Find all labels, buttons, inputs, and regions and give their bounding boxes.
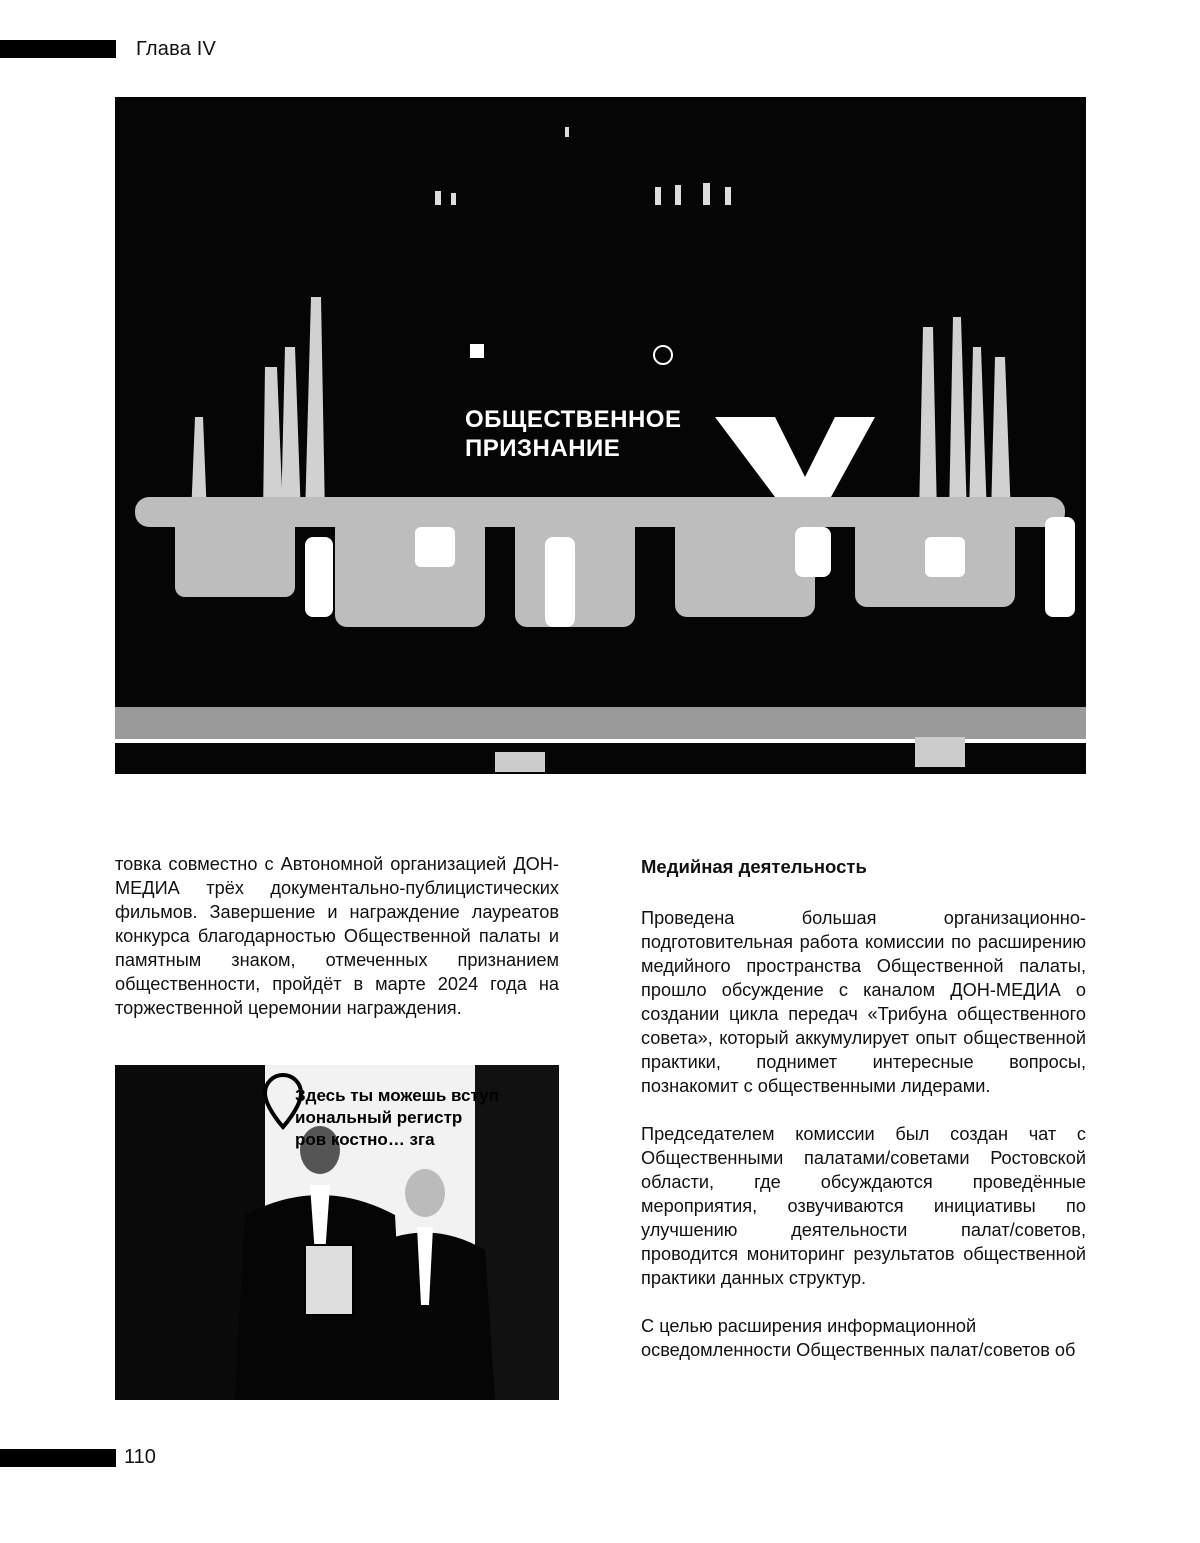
award-photo bbox=[115, 1065, 559, 1400]
banner-text-content: Здесь ты можешь вступ иональный регистр ров костно… зга bbox=[295, 1086, 499, 1149]
banner-text bbox=[295, 1085, 499, 1151]
footer-bar bbox=[0, 1449, 116, 1467]
chapter-title: Глава IV bbox=[136, 38, 217, 60]
header-bar bbox=[0, 40, 116, 58]
section-title: Медийная деятельность bbox=[641, 856, 867, 877]
page-number: 110 bbox=[124, 1446, 156, 1468]
stage-title bbox=[465, 405, 681, 463]
stage-title-text: ОБЩЕСТВЕННОЕ ПРИЗНАНИЕ bbox=[465, 406, 682, 462]
right-column-text bbox=[641, 906, 1086, 1386]
right-paragraph-3: С целью расширения информационной осведомленности Общественных палат/советов об bbox=[641, 1316, 1076, 1360]
left-column-text bbox=[115, 852, 559, 1044]
ceremony-photo bbox=[115, 97, 1086, 774]
right-paragraph-1: Проведена большая организационно-подготовительная работа комиссии по расширению медийного пространства Общественной палаты, прошло обсуждение с каналом ДОН-МЕДИА о создании цикла передач «Трибуна общественного совета», который аккумулирует опыт общественной практики, поднимет интересные вопросы, познакомит с общественными лидерами. bbox=[641, 908, 1086, 1096]
left-paragraph: товка совместно с Автономной организацией ДОН-МЕДИА трёх документально-публицистических фильмов. Завершение и награждение лауреатов конкурса благодарностью Общественной палаты и памятным знаком, отмеченных признанием общественности, пройдёт в марте 2024 года на торжественной церемонии награждения. bbox=[115, 854, 559, 1018]
right-paragraph-2: Председателем комиссии был создан чат с Общественными палатами/советами Ростовской области, где обсуждаются проведённые мероприятия, озвучиваются инициативы по улучшению деятельности палат/советов, проводится мониторинг результатов общественной практики данных структур. bbox=[641, 1124, 1086, 1288]
